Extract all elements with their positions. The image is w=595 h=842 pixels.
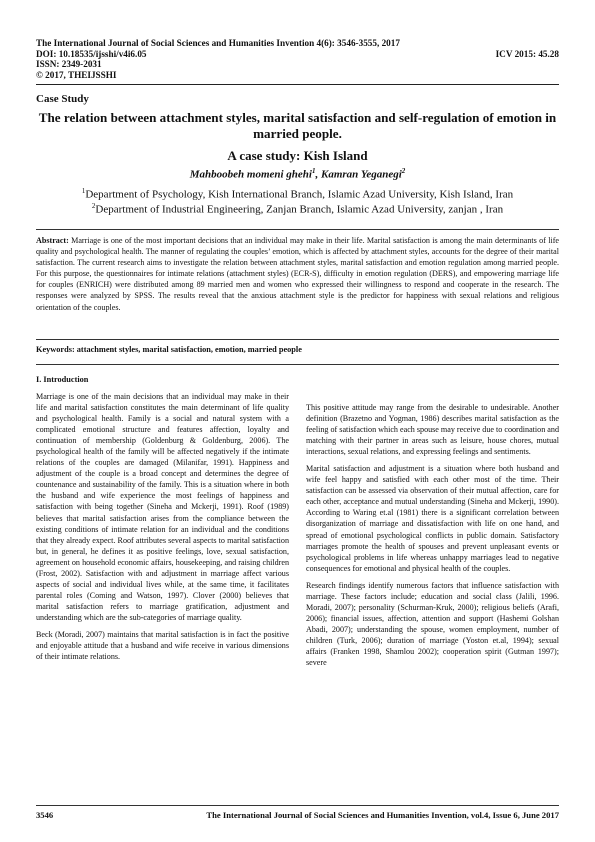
- header-divider: [36, 84, 559, 85]
- copyright: © 2017, THEIJSSHI: [36, 69, 117, 80]
- paragraph: This positive attitude may range from the desirable to undesirable. Another definition (Brazetno and Yogman, 1986) describes marital satisfaction as the feeling of satisfaction which each spouse may receive due to coordination and matching with their partner in areas such as leisure, house chores, mutual interactions, sexual relations, and expressing feelings and sentiments.: [306, 403, 559, 457]
- paper-title: The relation between attachment styles, marital satisfaction and self-regulation of emotion in married people.: [38, 110, 557, 141]
- abstract-top-divider: [36, 229, 559, 230]
- author-separator: ,: [315, 168, 321, 181]
- affiliation-1-mark: 1: [81, 187, 86, 195]
- authors: [36, 167, 559, 181]
- affiliation-1: [36, 187, 559, 201]
- abstract-bottom-divider: [36, 339, 559, 340]
- abstract-text: Marriage is one of the most important decisions that an individual may make in their life. Marital satisfaction is among the main determinants of life quality and psychological health. The manner of regulating the couples’ emotion, which is affected by attachment styles, accounts for the degree of their marital satisfaction. The current research aims to investigate the relation between attachment styles, marital satisfaction and emotion regulation among married people. For this purpose, the questionnaires for intimate relations (attachment styles) (ECR-S), difficulty in emotion regulation (DERS), and empowering marriage life for couples (ENRICH) were distributed among 89 married men and women who expressed their willingness to respond and cooperate in the research. The responses were analyzed by SPSS. The results reveal that the anxious attachment style is the predictor for happiness with sexual relations and religious orientation of the couples.: [36, 236, 559, 312]
- paragraph: Marital satisfaction and adjustment is a situation where both husband and wife feel happy and satisfied with each other most of the time. Their satisfaction can be assessed via observation of their mutual affection, care for each other, acceptance and mutual understanding (Sineha and Mckerji, 1990). According to Waring et.al (1981) there is a significant correlation between disorganization of marriage and dissatisfaction with life on one hand, and spread of emotional psychological conflicts in public domain. Satisfactory marriages promote the health of spouses and prevent unpleasant events or psychological problems in life whereas unhappy marriages lead to negative consequences for emotional and physical health of the couples.: [306, 464, 559, 573]
- doi: DOI: 10.18535/ijsshi/v4i6.05: [36, 48, 147, 59]
- abstract: [36, 235, 559, 313]
- affiliation-1-text: Department of Psychology, Kish International Branch, Islamic Azad University, Kish Island, Iran: [85, 188, 514, 201]
- icv: ICV 2015: 45.28: [495, 48, 559, 59]
- issn: ISSN: 2349-2031: [36, 59, 102, 70]
- affiliation-2-mark: 2: [91, 202, 96, 210]
- abstract-label: Abstract:: [36, 236, 69, 245]
- journal-line: The International Journal of Social Sciences and Humanities Invention 4(6): 3546-3555, 2017: [36, 38, 400, 48]
- section-label: Case Study: [36, 93, 89, 105]
- paragraph: Research findings identify numerous factors that influence satisfaction with marriage. These factors include; education and social class (Jalili, 1996. Moradi, 2007); personality (Schurman-Kruk, 2000); religious beliefs (Arafi, 2006); financial issues, affection, attention and support (Hashemi Golshan Abadi, 2007); understanding the spouse, women employment, number of children (Turk, 2006); duration of marriage (Yoston et.al, 1994); sexual affairs (Franken 1998, Shamlou 2002); cooperation spirit (Gutman 1997); severe: [306, 580, 559, 668]
- keywords: Keywords: attachment styles, marital satisfaction, emotion, married people: [36, 345, 302, 354]
- doi-row: [36, 49, 559, 60]
- footer-journal: The International Journal of Social Sciences and Humanities Invention, vol.4, Issue 6, June 2017: [206, 810, 559, 820]
- author-1: Mahboobeh momeni ghehi: [189, 168, 312, 181]
- paragraph: Marriage is one of the main decisions that an individual may make in their life and marital satisfaction constitutes the main determinant of life quality and psychological health. Family is a social and natural system with a complicated emotional structure and features affection, loyalty and continuation of membership (Goldenburg & Goldenburg, 2006). The psychological health of the family will be affected negatively if the intimate relations of the couples are damaged (Milanifar, 1991). Happiness and adjustment of the couple is a broad concept and determines the degree of countenance and sustainability of the family. This is a situation where in both the husband and wife experience the most feelings of happiness and satisfaction with being together (Sineha and Mckerji, 1991). Roof (1989) believes that marital satisfaction arises from the compliance between the existing conditions of intimate relation for an individual and the conditions that they already expect. Roof attributes several aspects to marital satisfaction but, in general, he defines it as positive feelings, love, sexual satisfaction, agreement on household economic affairs, housekeeping, and raising children (Frost, 2002). Satisfaction with and adjustment in marriage affect various aspects of social and individual lives while, at the same time, it facilitates parental roles (Coming and Watson, 1997). Clover (2000) believes that marital satisfaction refers to marriage gratification, adjustment and understanding which are the sub-categories of marriage quality.: [36, 392, 289, 622]
- author-2-affiliation-mark: 2: [401, 167, 406, 175]
- affiliation-2-text: Department of Industrial Engineering, Zanjan Branch, Islamic Azad University, zanjan , Iran: [95, 203, 504, 216]
- page-number: 3546: [36, 810, 54, 820]
- paper-subtitle: A case study: Kish Island: [227, 148, 368, 163]
- author-1-affiliation-mark: 1: [311, 167, 316, 175]
- left-column: [36, 391, 289, 668]
- right-column: [306, 402, 559, 674]
- affiliation-2: [36, 202, 559, 216]
- footer-divider: [36, 805, 559, 806]
- author-2: Kamran Yeganegi: [320, 168, 402, 181]
- section-heading-introduction: I. Introduction: [36, 375, 89, 384]
- journal-header: [36, 38, 559, 80]
- page-footer: [36, 810, 559, 820]
- paragraph: Beck (Moradi, 2007) maintains that marital satisfaction is in fact the positive and enjoyable attitude that a husband and wife receive in various dimensions of their intimate relations.: [36, 629, 289, 662]
- keywords-divider: [36, 364, 559, 365]
